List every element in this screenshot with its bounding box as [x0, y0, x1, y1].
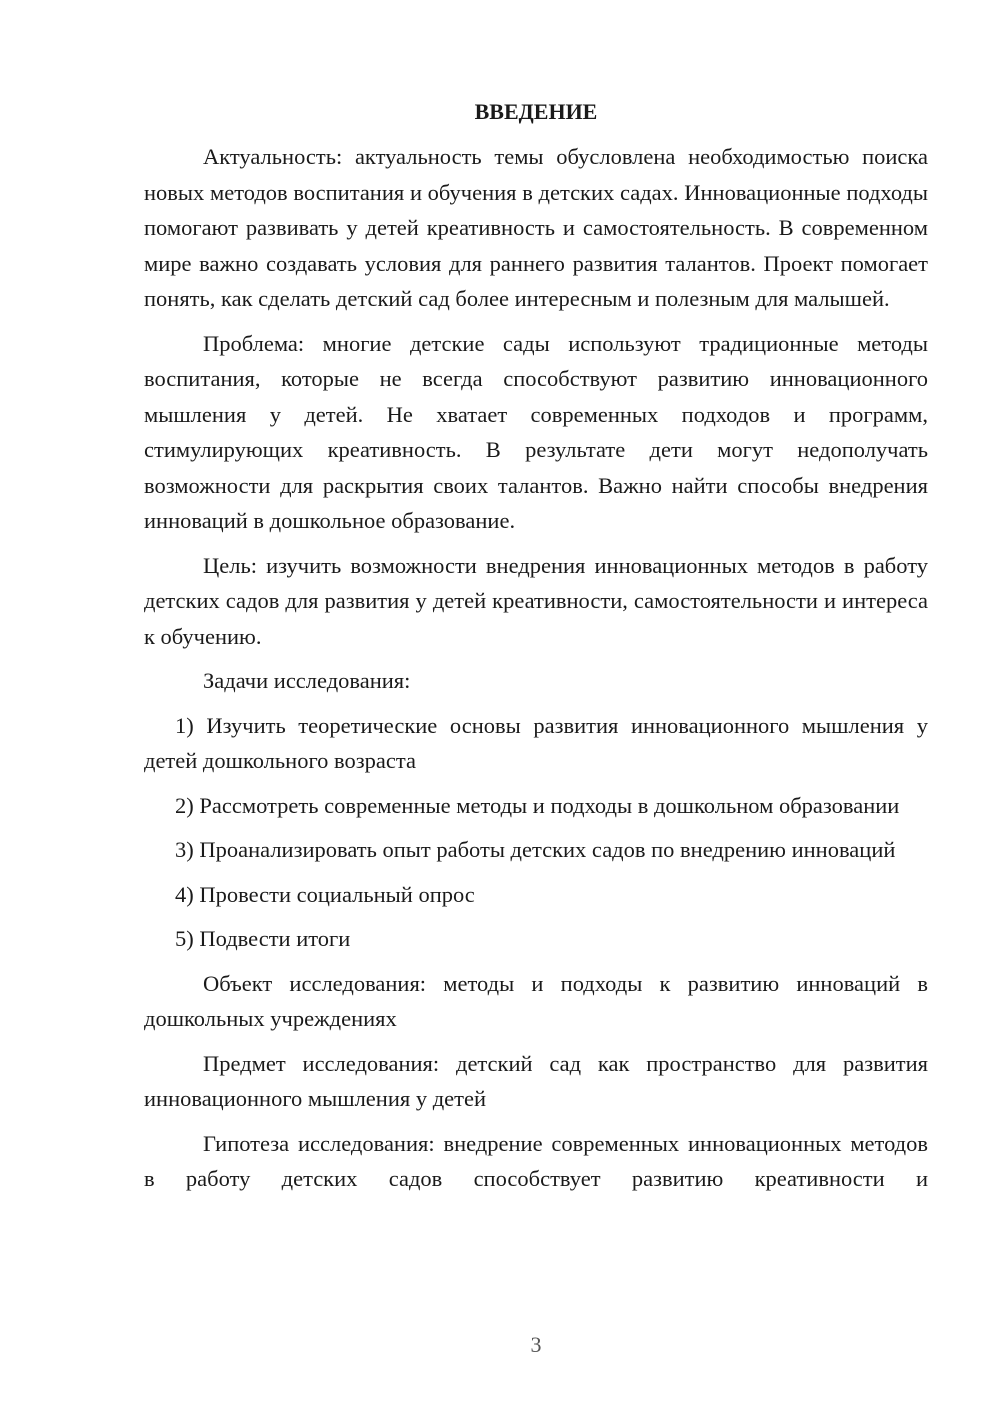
task-item-2: 2) Рассмотреть современные методы и подходы в дошкольном образовании	[175, 792, 900, 818]
task-item-3: 3) Проанализировать опыт работы детских садов по внедрению инноваций	[175, 837, 896, 862]
paragraph-object: Объект исследования: методы и подходы к развитию инноваций в дошкольных учреждениях	[144, 970, 928, 1031]
paragraph-subject: Предмет исследования: детский сад как пространство для развития инновационного мышления у детей	[144, 1050, 928, 1111]
task-item-1: 1) Изучить теоретические основы развития инновационного мышления у детей дошкольного возраста	[144, 712, 928, 773]
paragraph-goal: Цель: изучить возможности внедрения инновационных методов в работу детских садов для развития у детей креативности, самостоятельности и интереса к обучению.	[144, 552, 928, 649]
paragraph-problem: Проблема: многие детские сады используют традиционные методы воспитания, которые не всегда способствуют развитию инновационного мышления у детей. Не хватает современных подходов и программ, стимулирующих креативность. В результате дети могут недополучать возможности для раскрытия своих талантов. Важно найти способы внедрения инноваций в дошкольное образование.	[144, 330, 928, 533]
paragraph-tasks-heading: Задачи исследования:	[203, 668, 411, 693]
task-item-5: 5) Подвести итоги	[175, 926, 351, 951]
document-body	[144, 94, 928, 1206]
paragraph-hypothesis: Гипотеза исследования: внедрение современных инновационных методов в работу детских садов способствует развитию креативности и	[144, 1130, 928, 1191]
section-title: ВВЕДЕНИЕ	[474, 99, 598, 124]
page-number: 3	[530, 1332, 542, 1357]
paragraph-relevance: Актуальность: актуальность темы обусловлена необходимостью поиска новых методов воспитания и обучения в детских садах. Инновационные подходы помогают развивать у детей креативность и самостоятельность. В современном мире важно создавать условия для раннего развития талантов. Проект помогает понять, как сделать детский сад более интересным и полезным для малышей.	[144, 144, 928, 311]
task-item-4: 4) Провести социальный опрос	[175, 881, 475, 907]
